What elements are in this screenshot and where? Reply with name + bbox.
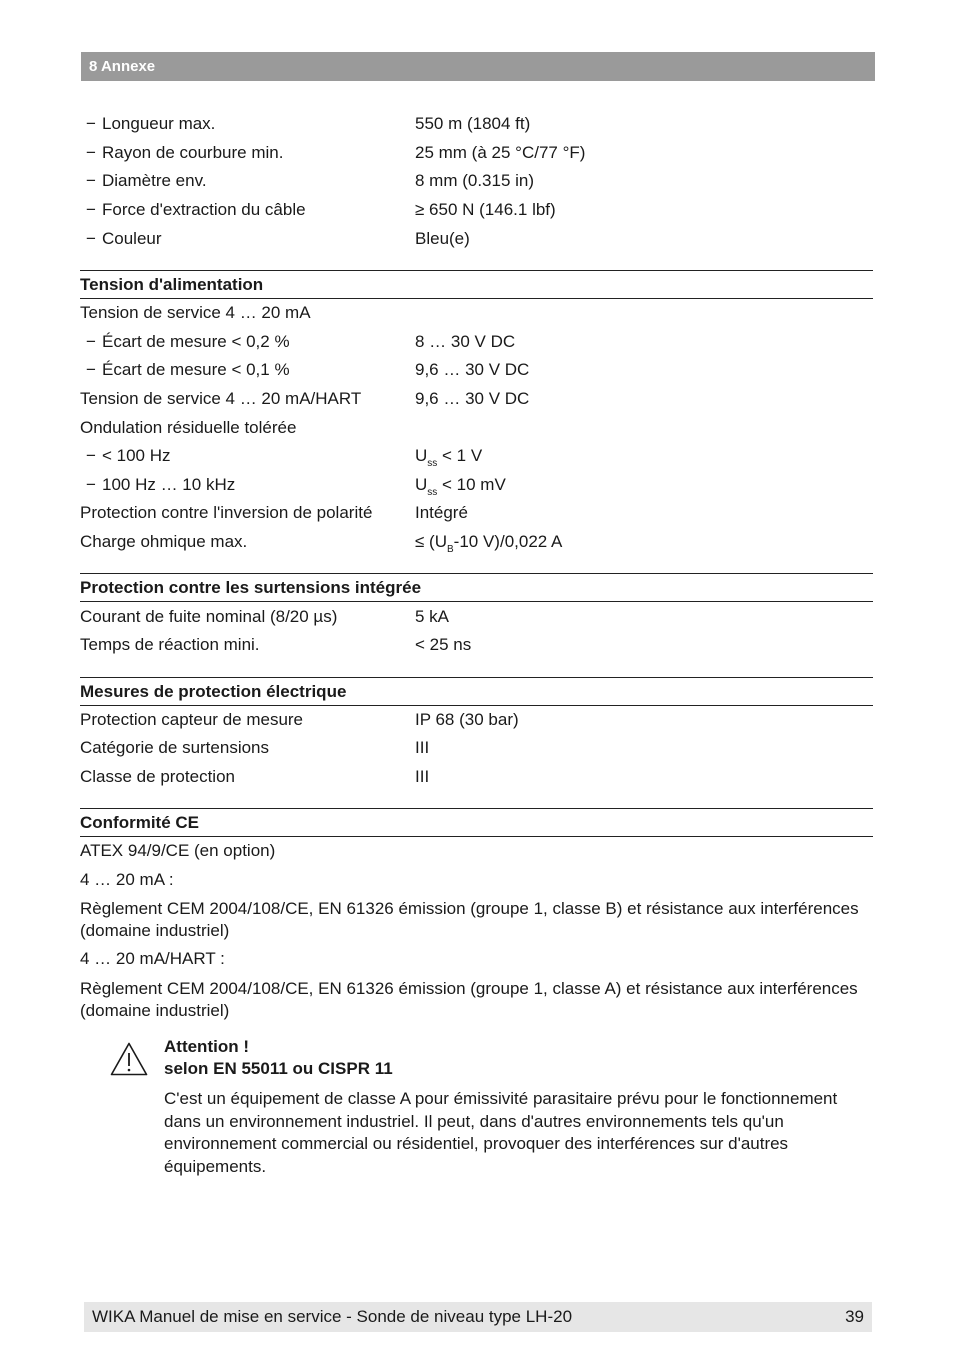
spec-value: 8 mm (0.315 in) (415, 171, 535, 191)
warning-subtitle: selon EN 55011 ou CISPR 11 (164, 1059, 393, 1079)
spec-value: 550 m (1804 ft) (415, 114, 531, 134)
section-heading-electrical: Mesures de protection électrique (80, 677, 873, 706)
spec-row (80, 385, 873, 414)
spec-label: Ondulation résiduelle tolérée (80, 417, 297, 437)
spec-value: $U_{ss} < 1$ V (415, 446, 483, 470)
spec-row (80, 471, 873, 500)
dash-bullet: − (86, 331, 96, 351)
spec-row (80, 734, 873, 763)
warning-title: Attention ! (164, 1037, 249, 1057)
warning-triangle-icon (110, 1042, 148, 1076)
section-heading-ce: Conformité CE (80, 808, 873, 837)
spec-label: Tension de service 4 … 20 mA (80, 303, 311, 323)
spec-label: Diamètre env. (102, 171, 207, 191)
spec-label: Temps de réaction mini. (80, 635, 260, 655)
spec-label: Protection capteur de mesure (80, 709, 304, 729)
spec-label: < 100 Hz (102, 446, 171, 466)
spec-value: 8 … 30 V DC (415, 331, 516, 351)
ce-hart-label: 4 … 20 mA/HART : (80, 949, 225, 969)
spec-value: 25 mm (à 25 °C/77 °F) (415, 142, 586, 162)
spec-row (80, 413, 873, 442)
spec-value: III (415, 766, 430, 786)
spec-value: IP 68 (30 bar) (415, 709, 519, 729)
dash-bullet: − (86, 360, 96, 380)
spec-row (80, 299, 873, 328)
ce-ma-text: Règlement CEM 2004/108/CE, EN 61326 émission (groupe 1, classe B) et résistance aux interférences (domaine industriel) (80, 899, 859, 941)
spec-row (80, 442, 873, 471)
spec-label: Rayon de courbure min. (102, 142, 284, 162)
spec-row (80, 167, 873, 196)
section-header-title: 8 Annexe (89, 58, 156, 75)
spec-row (80, 196, 873, 225)
spec-row (80, 139, 873, 168)
page-number: 39 (845, 1307, 864, 1326)
ce-hart-text: Règlement CEM 2004/108/CE, EN 61326 émission (groupe 1, classe A) et résistance aux interférences (domaine industriel) (80, 979, 858, 1021)
spec-label: Courant de fuite nominal (8/20 µs) (80, 606, 338, 626)
dash-bullet: − (86, 114, 96, 134)
section-heading-supply: Tension d'alimentation (80, 270, 873, 299)
cable-spec-list (80, 110, 873, 253)
dash-bullet: − (86, 228, 96, 248)
spec-value: $U_{ss} < 10$ mV (415, 474, 506, 498)
dash-bullet: − (86, 200, 96, 220)
warning-block (80, 1036, 873, 1178)
spec-value: ≤ ($U_B-10$ V)/0,022 A (415, 532, 563, 556)
spec-label: Force d'extraction du câble (102, 200, 306, 220)
spec-row (80, 328, 873, 357)
section-heading-surge: Protection contre les surtensions intégrée (80, 573, 873, 602)
dash-bullet: − (86, 474, 96, 494)
spec-value: III (415, 738, 430, 758)
spec-label: Écart de mesure < 0,2 % (102, 331, 290, 351)
spec-row (80, 631, 873, 660)
spec-value: < 25 ns (415, 635, 472, 655)
spec-content (80, 110, 873, 1178)
spec-row (80, 224, 873, 253)
spec-label: Protection contre l'inversion de polarité (80, 503, 373, 523)
spec-value: 5 kA (415, 606, 450, 626)
ce-atex: ATEX 94/9/CE (en option) (80, 841, 276, 861)
ce-ma-label: 4 … 20 mA : (80, 869, 174, 889)
spec-value: Bleu(e) (415, 228, 470, 248)
dash-bullet: − (86, 142, 96, 162)
spec-row (80, 706, 873, 735)
spec-label: 100 Hz … 10 kHz (102, 474, 236, 494)
spec-row (80, 110, 873, 139)
spec-row (80, 499, 873, 528)
spec-label: Tension de service 4 … 20 mA/HART (80, 389, 362, 409)
spec-value: ≥ 650 N (146.1 lbf) (415, 200, 556, 220)
spec-row (80, 602, 873, 631)
spec-value: 9,6 … 30 V DC (415, 360, 530, 380)
spec-label: Couleur (102, 228, 162, 248)
spec-value: 9,6 … 30 V DC (415, 389, 530, 409)
page-footer (84, 1302, 872, 1332)
spec-label: Écart de mesure < 0,1 % (102, 360, 290, 380)
footer-title: WIKA Manuel de mise en service - Sonde de niveau type LH-20 (92, 1307, 573, 1326)
spec-label: Catégorie de surtensions (80, 738, 270, 758)
spec-row (80, 356, 873, 385)
spec-label: Longueur max. (102, 114, 216, 134)
section-header (81, 52, 875, 81)
spec-row (80, 528, 873, 557)
dash-bullet: − (86, 171, 96, 191)
warning-text: C'est un équipement de classe A pour émissivité parasitaire prévu pour le fonctionnement dans un environnement industriel. Il peut, dans d'autres environnements tels qu'un environnement commercial ou résidentiel, provoquer des interférences sur d'autres équipements. (164, 1089, 838, 1176)
spec-label: Classe de protection (80, 766, 235, 786)
spec-label: Charge ohmique max. (80, 532, 248, 552)
dash-bullet: − (86, 446, 96, 466)
spec-value: Intégré (415, 503, 468, 523)
spec-row (80, 763, 873, 792)
